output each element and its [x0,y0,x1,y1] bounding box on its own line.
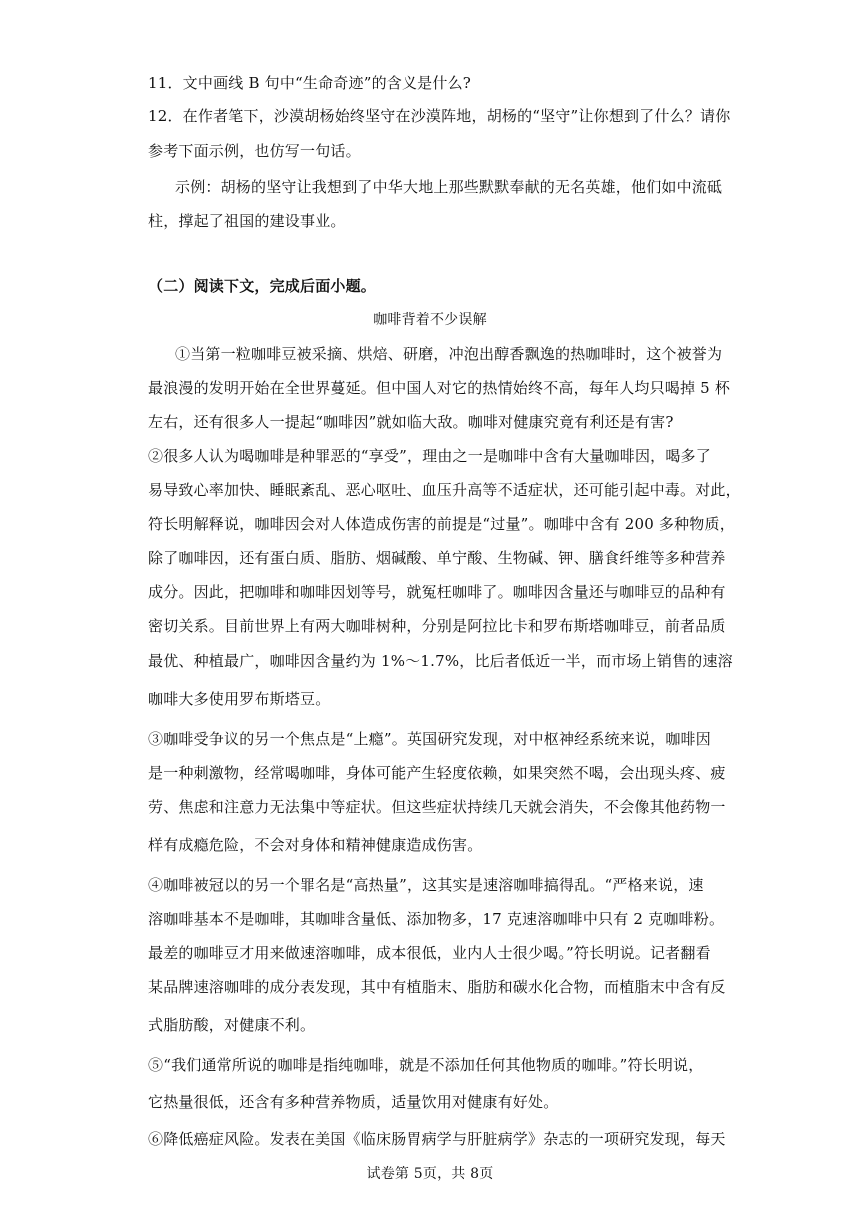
article-line: ②很多人认为喝咖啡是种罪恶的“享受”，理由之一是咖啡中含有大量咖啡因，喝多了 [148,447,711,465]
section-heading: （二）阅读下文，完成后面小题。 [148,277,377,295]
question-11: 11．文中画线 B 句中“生命奇迹”的含义是什么? [148,74,472,92]
article-line: 易导致心率加快、睡眠紊乱、恶心呕吐、血压升高等不适症状，还可能引起中毒。对此， [148,481,741,499]
article-line: ⑥降低癌症风险。发表在美国《临床肠胃病学与肝脏病学》杂志的一项研究发现，每天 [148,1130,726,1148]
example-line-1: 示例：胡杨的坚守让我想到了中华大地上那些默默奉献的无名英雄，他们如中流砥 [175,178,723,196]
article-line: 除了咖啡因，还有蛋白质、脂肪、烟碱酸、单宁酸、生物碱、钾、膳食纤维等多种营养 [148,549,726,567]
article-line: 是一种刺激物，经常喝咖啡，身体可能产生轻度依赖，如果突然不喝，会出现头疼、疲 [148,764,726,782]
article-line: ④咖啡被冠以的另一个罪名是“高热量”，这其实是速溶咖啡搞得乱。“严格来说，速 [148,876,704,894]
example-line-2: 柱，撑起了祖国的建设事业。 [148,212,346,230]
article-line: 密切关系。目前世界上有两大咖啡树种，分别是阿拉比卡和罗布斯塔咖啡豆，前者品质 [148,617,726,635]
article-line: ③咖啡受争议的另一个焦点是“上瘾”。英国研究发现，对中枢神经系统来说，咖啡因 [148,730,711,748]
article-title: 咖啡背着不少误解 [373,312,487,328]
question-12-line-1: 12．在作者笔下，沙漠胡杨始终坚守在沙漠阵地，胡杨的“坚守”让你想到了什么？请你 [148,107,731,125]
article-line: 它热量很低，还含有多种营养物质，适量饮用对健康有好处。 [148,1093,559,1111]
article-line: 最差的咖啡豆才用来做速溶咖啡，成本很低，业内人士很少喝。”符长明说。记者翻看 [148,944,711,962]
article-line: 咖啡大多使用罗布斯塔豆。 [148,690,331,708]
article-line: 某品牌速溶咖啡的成分表发现，其中有植脂末、脂肪和碳水化合物，而植脂末中含有反 [148,978,726,996]
article-line: 劳、焦虑和注意力无法集中等症状。但这些症状持续几天就会消失，不会像其他药物一 [148,798,726,816]
article-line: 溶咖啡基本不是咖啡，其咖啡含量低、添加物多，17 克速溶咖啡中只有 2 克咖啡粉。 [148,910,725,928]
article-line: ⑤“我们通常所说的咖啡是指纯咖啡，就是不添加任何其他物质的咖啡。”符长明说， [148,1056,704,1074]
article-line: 最浪漫的发明开始在全世界蔓延。但中国人对它的热情始终不高，每年人均只喝掉 5 杯 [148,379,731,397]
article-line: 式脂肪酸，对健康不利。 [148,1016,316,1034]
article-line: 符长明解释说，咖啡因会对人体造成伤害的前提是“过量”。咖啡中含有 200 多种物质， [148,515,735,533]
article-line: 左右，还有很多人一提起“咖啡因”就如临大敌。咖啡对健康究竟有利还是有害? [148,413,674,431]
article-line: 成分。因此，把咖啡和咖啡因划等号，就冤枉咖啡了。咖啡因含量还与咖啡豆的品种有 [148,583,726,601]
article-line: 样有成瘾危险，不会对身体和精神健康造成伤害。 [148,836,483,854]
article-line: 最优、种植最广，咖啡因含量约为 1%～1.7%，比后者低近一半，而市场上销售的速溶 [148,652,733,670]
article-line: ①当第一粒咖啡豆被采摘、烘焙、研磨，冲泡出醇香飘逸的热咖啡时，这个被誉为 [175,345,723,363]
page-footer: 试卷第 5页，共 8页 [366,1166,494,1182]
question-12-line-2: 参考下面示例，也仿写一句话。 [148,142,361,160]
